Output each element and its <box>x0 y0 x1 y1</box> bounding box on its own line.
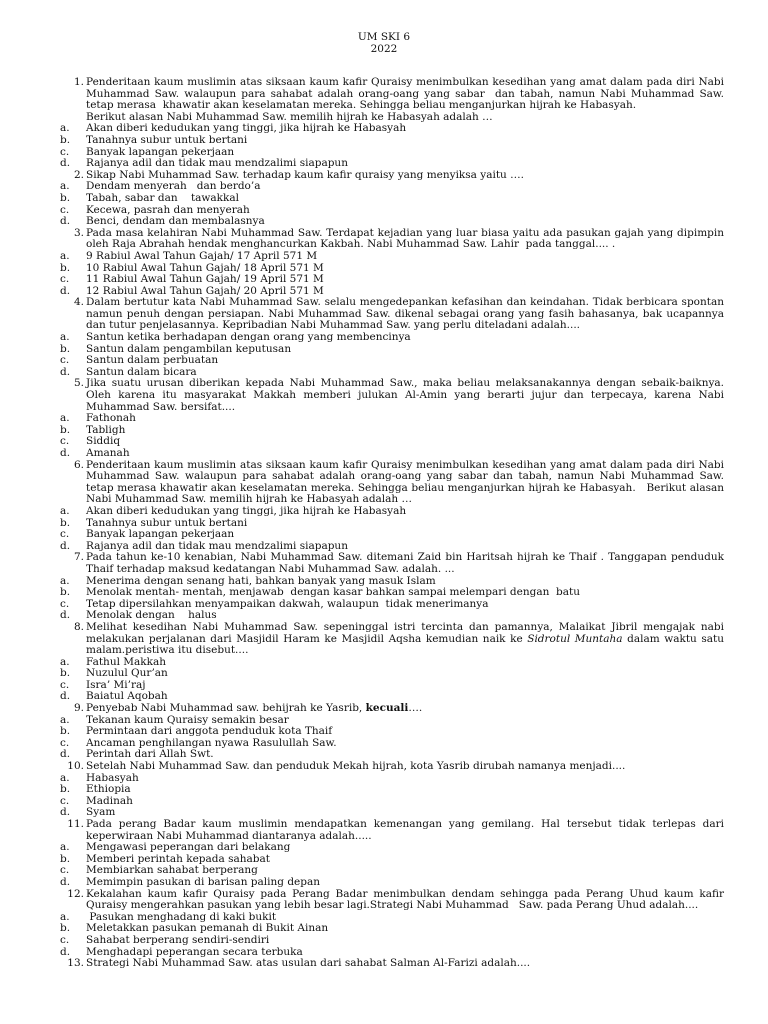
option-text: Sahabat berperang sendiri-sendiri <box>86 933 270 946</box>
option-letter: b. <box>60 261 71 274</box>
question-number: 3. <box>73 226 84 239</box>
option-letter: b. <box>60 191 71 204</box>
option-letter: d. <box>60 806 71 819</box>
option-text: Permintaan dari anggota penduduk kota Thaif <box>86 725 333 738</box>
option-letter: a. <box>60 180 70 193</box>
question-number: 5. <box>73 377 84 390</box>
option-text: Rajanya adil dan tidak mau mendzalimi siapapun <box>86 539 348 552</box>
option-text: Tabah, sabar dan tawakkal <box>86 191 240 204</box>
option-text: Isra’ Mi’raj <box>86 678 146 691</box>
option-letter: d. <box>60 690 71 703</box>
option-letter: d. <box>60 748 71 761</box>
option-text: Akan diberi kedudukan yang tinggi, jika hijrah ke Habasyah <box>86 504 407 517</box>
question-number: 6. <box>73 458 84 471</box>
question-item <box>60 818 728 842</box>
option-text: Memimpin pasukan di barisan paling depan <box>86 875 320 888</box>
option-letter: c. <box>60 435 70 448</box>
option-text: Syam <box>86 806 116 819</box>
question-text: Dalam bertutur kata Nabi Muhammad Saw. selalu mengedepankan kefasihan dan keindahan. Tidak berbicara spontan namun penuh dengan persiapan. Nabi Muhammad Saw. dikenal sebagai orang yang fasih bahasanya, bak ucapannya dan tutur penjelasannya. Kepribadian Nabi Muhammad Saw. yang perlu diteladani adalah.... <box>86 296 728 332</box>
option-letter: a. <box>60 122 70 135</box>
question-text: Sikap Nabi Muhammad Saw. terhadap kaum kafir quraisy yang menyiksa yaitu …. <box>86 168 524 181</box>
question-item <box>60 620 728 657</box>
question-text: Pada perang Badar kaum muslimin mendapatkan kemenangan yang gemilang. Hal tersebut tidak terlepas dari keperwiraan Nabi Muhammad diantaranya adalah..... <box>86 818 728 842</box>
question-number: 13. <box>67 957 84 970</box>
option-letter: c. <box>60 273 70 286</box>
option-text: Menolak dengan halus <box>86 609 217 622</box>
question-number: 4. <box>73 296 84 309</box>
option-text: Amanah <box>86 447 130 459</box>
option-text: 12 Rabiul Awal Tahun Gajah/ 20 April 571 M <box>86 284 324 297</box>
question-number: 8. <box>73 620 84 633</box>
option-text: 9 Rabiul Awal Tahun Gajah/ 17 April 571 M <box>86 249 318 262</box>
option-text: Meletakkan pasukan pemanah di Bukit Ainan <box>86 922 329 935</box>
option-text: Tekanan kaum Quraisy semakin besar <box>86 713 289 726</box>
question-text-tail: dalam waktu satu malam.peristiwa itu disebut.... <box>86 632 725 657</box>
option-letter: a. <box>60 574 70 587</box>
question-text: Penderitaan kaum muslimin atas siksaan kaum kafir Quraisy menimbulkan kesedihan yang amat dalam pada diri Nabi Muhammad Saw. walaupun para sahabat adalah orang-oang yang sabar dan tabah, namun Nabi Muhammad Saw. tetap merasa khawatir akan keselamatan mereka. Sehingga beliau menganjurkan hijrah ke Habasyah. Berikut alasan Nabi Muhammad Saw. memilih hijrah ke Habasyah adalah … <box>86 458 728 506</box>
option-text: Mengawasi peperangan dari belakang <box>86 841 291 854</box>
option-text: Tanahnya subur untuk bertani <box>86 516 248 529</box>
question-text: Penderitaan kaum muslimin atas siksaan kaum kafir Quraisy menimbulkan kesedihan yang amat dalam pada diri Nabi Muhammad Saw. walaupun para sahabat adalah orang-oang yang sabar dan tabah, namun Nabi Muhammad Saw. tetap merasa khawatir akan keselamatan mereka. Sehingga beliau menganjurkan hijrah ke Habasyah. <box>86 76 728 112</box>
option-letter: b. <box>60 516 71 529</box>
option-text: Santun ketika berhadapan dengan orang yang membencinya <box>86 331 411 344</box>
option-text: Madinah <box>86 794 133 807</box>
option-text: Tanahnya subur untuk bertani <box>86 133 248 146</box>
option-letter: b. <box>60 852 71 865</box>
option-text: Banyak lapangan pekerjaan <box>86 145 235 158</box>
option-letter: b. <box>60 783 71 796</box>
option-letter: c. <box>60 864 70 877</box>
option-letter: a. <box>60 412 70 425</box>
option-text: Akan diberi kedudukan yang tinggi, jika hijrah ke Habasyah <box>86 122 407 135</box>
option-letter: d. <box>60 284 71 297</box>
option-letter: c. <box>60 736 70 749</box>
option-letter: d. <box>60 157 71 170</box>
question-item <box>60 887 728 912</box>
option-letter: d. <box>60 447 71 459</box>
option-text: Siddiq <box>86 435 121 448</box>
option-letter: b. <box>60 342 71 355</box>
question-list <box>60 76 728 970</box>
question-text: Kekalahan kaum kafir Quraisy pada Perang Badar menimbulkan dendam sehingga pada Perang Uhud kaum kafir Quraisy mengerahkan pasukan yang lebih besar lagi.Strategi Nabi Muhammad Saw. pada Perang Uhud adalah.... <box>86 887 728 912</box>
question-number: 2. <box>73 168 84 181</box>
option-text: Benci, dendam dan membalasnya <box>86 215 265 228</box>
option-text: Nuzulul Qur’an <box>86 667 168 680</box>
option-text: Menerima dengan senang hati, bahkan banyak yang masuk Islam <box>86 574 436 587</box>
question-item <box>60 377 728 413</box>
option-text: Santun dalam bicara <box>86 365 197 378</box>
question-number: 9. <box>73 702 84 715</box>
option-text: Menghadapi peperangan secara terbuka <box>86 945 303 958</box>
question-number: 1. <box>73 76 84 88</box>
option-text: Santun dalam perbuatan <box>86 354 219 367</box>
exam-year: 2022 <box>370 43 398 55</box>
answer-option <box>60 436 724 448</box>
answer-option <box>60 784 724 796</box>
question-text: Jika suatu urusan diberikan kepada Nabi Muhammad Saw., maka beliau melaksanakannya dengan sebaik-baiknya. Oleh karena itu masyarakat Makkah memberi julukan Al-Amin yang berarti jujur dan terpecaya, karena Nabi Muhammad Saw. bersifat.... <box>86 377 728 413</box>
option-text: Baiatul Aqobah <box>86 690 168 703</box>
answer-option <box>60 773 724 785</box>
option-letter: b. <box>60 725 71 738</box>
option-text: Kecewa, pasrah dan menyerah <box>86 203 250 216</box>
question-item <box>60 296 728 332</box>
option-letter: d. <box>60 609 71 622</box>
option-letter: c. <box>60 528 70 541</box>
option-letter: a. <box>60 713 70 726</box>
option-text: Santun dalam pengambilan keputusan <box>86 342 292 355</box>
question-item <box>60 958 724 970</box>
question-text: Penyebab Nabi Muhammad saw. behijrah ke Yasrib, <box>86 702 366 715</box>
option-text: Fathul Makkah <box>86 655 167 668</box>
option-letter: c. <box>60 597 70 610</box>
answer-option <box>60 668 724 680</box>
question-text-italic: Sidrotul Muntaha <box>527 632 623 645</box>
option-letter: a. <box>60 771 70 784</box>
option-letter: a. <box>60 249 70 262</box>
option-letter: d. <box>60 365 71 378</box>
option-letter: d. <box>60 539 71 552</box>
exam-title: UM SKI 6 <box>357 31 411 43</box>
option-letter: b. <box>60 922 71 935</box>
question-text: Strategi Nabi Muhammad Saw. atas usulan dari sahabat Salman Al-Farizi adalah.... <box>86 957 531 970</box>
option-letter: a. <box>60 655 70 668</box>
question-text: Pada tahun ke-10 kenabian, Nabi Muhammad Saw. ditemani Zaid bin Haritsah hijrah ke Thaif . Tanggapan penduduk Thaif terhadap maksud kedatangan Nabi Muhammad Saw. adalah. ... <box>86 551 728 575</box>
option-letter: d. <box>60 215 71 228</box>
option-text: 11 Rabiul Awal Tahun Gajah/ 19 April 571 M <box>86 273 324 286</box>
question-number: 11. <box>67 818 84 830</box>
option-text: Ancaman penghilangan nyawa Rasulullah Saw. <box>86 736 337 749</box>
option-text: Ethiopia <box>86 783 131 796</box>
option-letter: a. <box>60 910 70 923</box>
option-letter: a. <box>60 504 70 517</box>
question-item <box>60 551 728 575</box>
option-text: Rajanya adil dan tidak mau mendzalimi siapapun <box>86 157 348 170</box>
option-letter: c. <box>60 933 70 946</box>
option-letter: a. <box>60 841 70 854</box>
option-text: Dendam menyerah dan berdo’a <box>86 180 261 193</box>
option-letter: c. <box>60 794 70 807</box>
option-letter: d. <box>60 875 71 888</box>
option-text: Fathonah <box>86 412 136 425</box>
option-letter: d. <box>60 945 71 958</box>
option-text: Banyak lapangan pekerjaan <box>86 528 235 541</box>
option-letter: a. <box>60 331 70 344</box>
option-text: Memberi perintah kepada sahabat <box>86 852 270 865</box>
option-letter: c. <box>60 203 70 216</box>
question-text-tail: …. <box>408 702 423 715</box>
option-text: Perintah dari Allah Swt. <box>86 748 214 761</box>
question-text: Pada masa kelahiran Nabi Muhammad Saw. Terdapat kejadian yang luar biasa yaitu ada pasukan gajah yang dipimpin oleh Raja Abrahah hendak menghancurkan Kakbah. Nabi Muhammad Saw. Lahir pada tanggal.... . <box>86 226 728 251</box>
option-text: Habasyah <box>86 771 139 784</box>
question-item <box>60 226 728 251</box>
question-number: 10. <box>67 760 84 773</box>
option-text: Tetap dipersilahkan menyampaikan dakwah, walaupun tidak menerimanya <box>86 597 489 610</box>
question-item <box>60 761 724 773</box>
option-letter: b. <box>60 667 71 680</box>
option-letter: c. <box>60 354 70 367</box>
answer-option <box>60 796 724 808</box>
answer-option <box>60 413 724 425</box>
option-text: Pasukan menghadang di kaki bukit <box>86 910 277 923</box>
question-prompt: Berikut alasan Nabi Muhammad Saw. memilih hijrah ke Habasyah adalah … <box>86 110 493 123</box>
question-text: Setelah Nabi Muhammad Saw. dan penduduk Mekah hijrah, kota Yasrib dirubah namanya menjadi.... <box>86 760 626 773</box>
option-letter: b. <box>60 586 71 599</box>
answer-option <box>60 425 724 437</box>
document-header <box>0 0 768 55</box>
option-text: 10 Rabiul Awal Tahun Gajah/ 18 April 571 M <box>86 261 324 274</box>
option-text: Tabligh <box>86 423 126 436</box>
option-letter: c. <box>60 145 70 158</box>
question-number: 12. <box>67 887 84 900</box>
option-letter: b. <box>60 423 71 436</box>
option-text: Menolak mentah- mentah, menjawab dengan kasar bahkan sampai melempari dengan batu <box>86 586 581 599</box>
question-number: 7. <box>73 551 84 564</box>
option-letter: c. <box>60 678 70 691</box>
option-letter: b. <box>60 133 71 146</box>
option-text: Membiarkan sahabat berperang <box>86 864 258 877</box>
question-text-emphasis: kecuali <box>365 702 409 715</box>
question-item <box>60 76 728 123</box>
question-text: Melihat kesedihan Nabi Muhammad Saw. sepeninggal istri tercinta dan pamannya, Malaikat Jibril mengajak nabi melakukan perjalanan dari Masjidil Haram ke Masjidil Aqsha kemudian naik ke <box>86 620 728 645</box>
question-item <box>60 458 728 506</box>
